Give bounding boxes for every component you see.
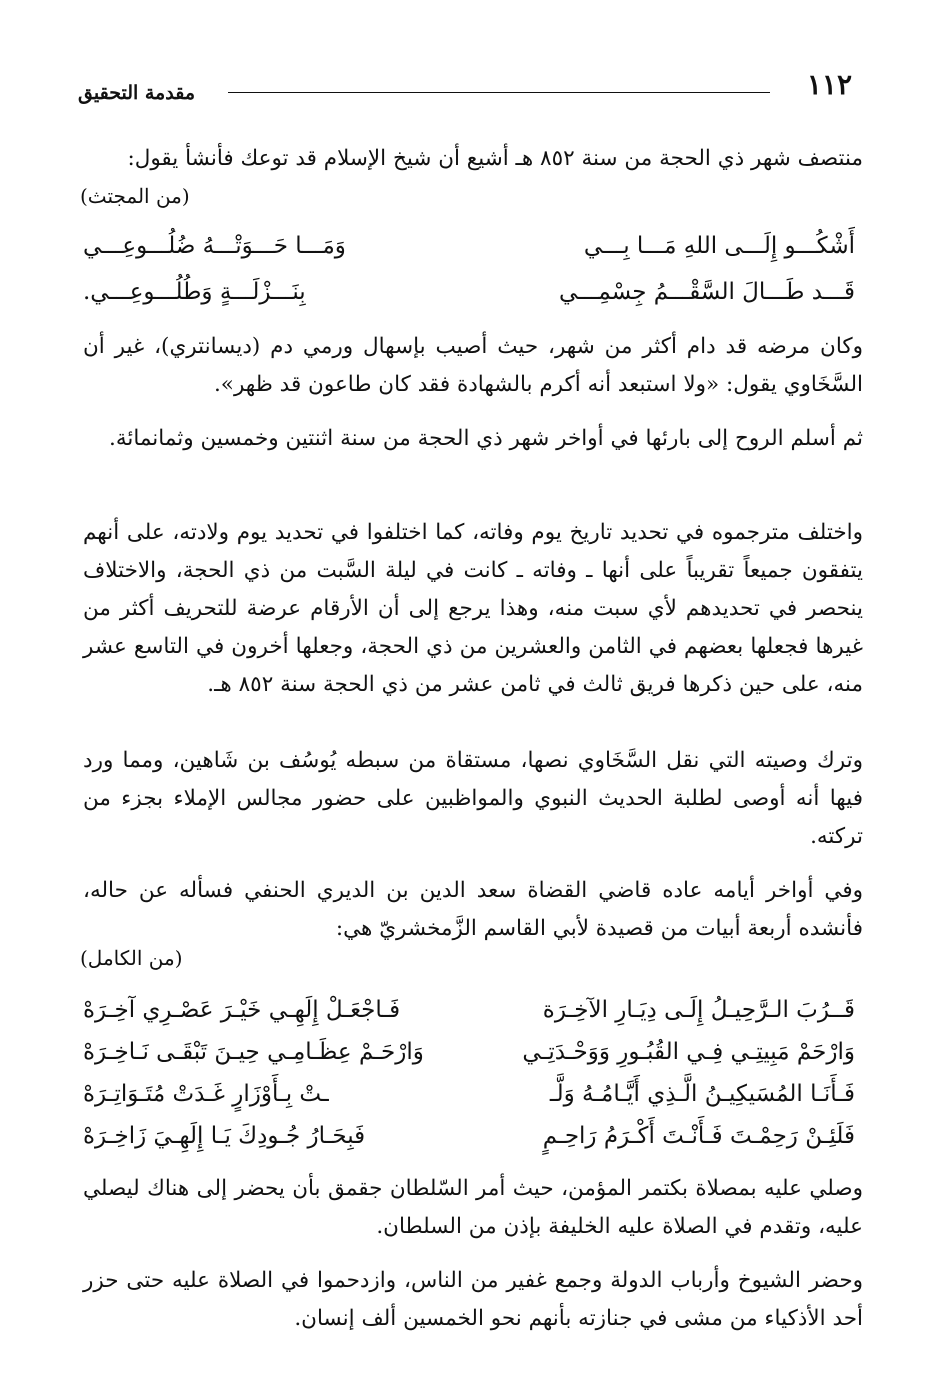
page-number: ١١٢	[806, 68, 852, 101]
paragraph-1: منتصف شهر ذي الحجة من سنة ٨٥٢ هـ أشيع أن شيخ الإسلام قد توعك فأنشأ يقول:	[127, 146, 863, 171]
section-title: مقدمة التحقيق	[78, 82, 195, 104]
hemistich-first: وَارْحَمْ مَبِيتِـي فِـي القُبُـورِ وَوَحْـدَتِـي	[522, 1039, 855, 1065]
poem1-meter: (من المجتث)	[80, 184, 190, 208]
paragraph-4: واختلف مترجموه في تحديد تاريخ يوم وفاته، كما اختلفوا في تحديد يوم ولادته، على أنهم يتفقون جميعاً تقريباً على أنها ـ وفاته ـ كانت في ليلة السَّبت من ذي الحجة، والاختلاف ينحصر في تحديدهم لأي سبت منه، وهذا يرجع إلى أن الأرقام عرضة للتحريف أكثر من غيرها فجعلها بعضهم في الثامن والعشرين من ذي الحجة، وجعلها أخرون في التاسع عشر منه، على حين ذكرها فريق ثالث في ثامن عشر من ذي الحجة سنة ٨٥٢ هـ.	[83, 520, 863, 697]
paragraph-3: ثم أسلم الروح إلى بارئها في أواخر شهر ذي الحجة من سنة اثنتين وخمسين وثمانمائة.	[108, 426, 863, 451]
hemistich-first: قَــرُبَ الـرَّحِيـلُ إِلَـى دِيَـارِ الآخِـرَة	[542, 997, 855, 1023]
header-rule	[228, 92, 770, 93]
paragraph-6: وفي أواخر أيامه عاده قاضي القضاة سعد الدين بن الديري الحنفي فسأله عن حاله، فأنشده أربعة أبيات من قصيدة لأبي القاسم الزَّمخشريّ هي:	[83, 878, 863, 941]
poem2-verse-4	[83, 1114, 855, 1158]
hemistich-first: أَشْكُـــو إِلَـــى اللهِ مَـــا بِـــي	[583, 233, 855, 259]
poem2-verse-1	[83, 988, 855, 1032]
hemistich-second: وَمَـــا حَـــوَتْـــهُ ضُلُـــوعِـــي	[83, 233, 346, 259]
hemistich-second: بِنَـــزْلَـــةٍ وَطُلُـــوعِـــي.	[83, 279, 306, 305]
poem1-verse-1	[83, 224, 855, 268]
hemistich-first: قَـــد طَـــالَ السَّقْـــمُ جِسْمِـــي	[559, 279, 855, 305]
hemistich-second: فَـاجْعَـلْ إِلَهِـي خَيْـرَ عَصْـرِي آخِـرَهْ	[83, 997, 401, 1023]
page-header	[78, 68, 852, 104]
poem2-verse-2	[83, 1030, 855, 1074]
poem1-verse-2	[83, 270, 855, 314]
paragraph-5: وترك وصيته التي نقل السَّخَاوي نصها، مستقاة من سبطه يُوسُف بن شَاهين، ومما ورد فيها أنه أوصى لطلبة الحديث النبوي والمواظبين على حضور مجالس الإملاء بجزء من تركته.	[83, 748, 863, 849]
paragraph-2: وكان مرضه قد دام أكثر من شهر، حيث أصيب بإسهال ورمي دم (ديسانتري)، غير أن السَّخَاوي يقول: «ولا استبعد أنه أكرم بالشهادة فقد كان طاعون قد ظهر».	[83, 334, 863, 397]
hemistich-second: وَارْحَـمْ عِظَـامِـي حِيـنَ تَبْقَـى نَـاخِـرَهْ	[83, 1039, 424, 1065]
paragraph-7: وصلي عليه بمصلاة بكتمر المؤمن، حيث أمر السّلطان جقمق بأن يحضر إلى هناك ليصلي عليه، وتقدم في الصلاة عليه الخليفة بإذن من السلطان.	[83, 1176, 863, 1239]
poem2-meter: (من الكامل)	[80, 946, 183, 970]
hemistich-second: ـتْ بِـأَوْزَارٍ غَـدَتْ مُتَـوَاتِـرَهْ	[83, 1081, 329, 1107]
poem2-verse-3	[83, 1072, 855, 1116]
hemistich-second: فَبِحَـارُ جُـودِكَ يَـا إِلَهِـيَ زَاخِـرَهْ	[83, 1123, 366, 1149]
hemistich-first: فَلَئِـنْ رَحِمْـتَ فَـأَنْـتَ أَكْـرَمُ رَاحِـمٍ	[542, 1123, 855, 1149]
paragraph-8: وحضر الشيوخ وأرباب الدولة وجمع غفير من الناس، وازدحموا في الصلاة عليه حتى حزر أحد الأذكياء من مشى في جنازته بأنهم نحو الخمسين ألف إنسان.	[83, 1268, 863, 1331]
hemistich-first: فَـأَنَـا المُسَيكِيـنُ الَّـذِي أَيَّـامُـهُ وَلَّـ	[549, 1081, 855, 1107]
